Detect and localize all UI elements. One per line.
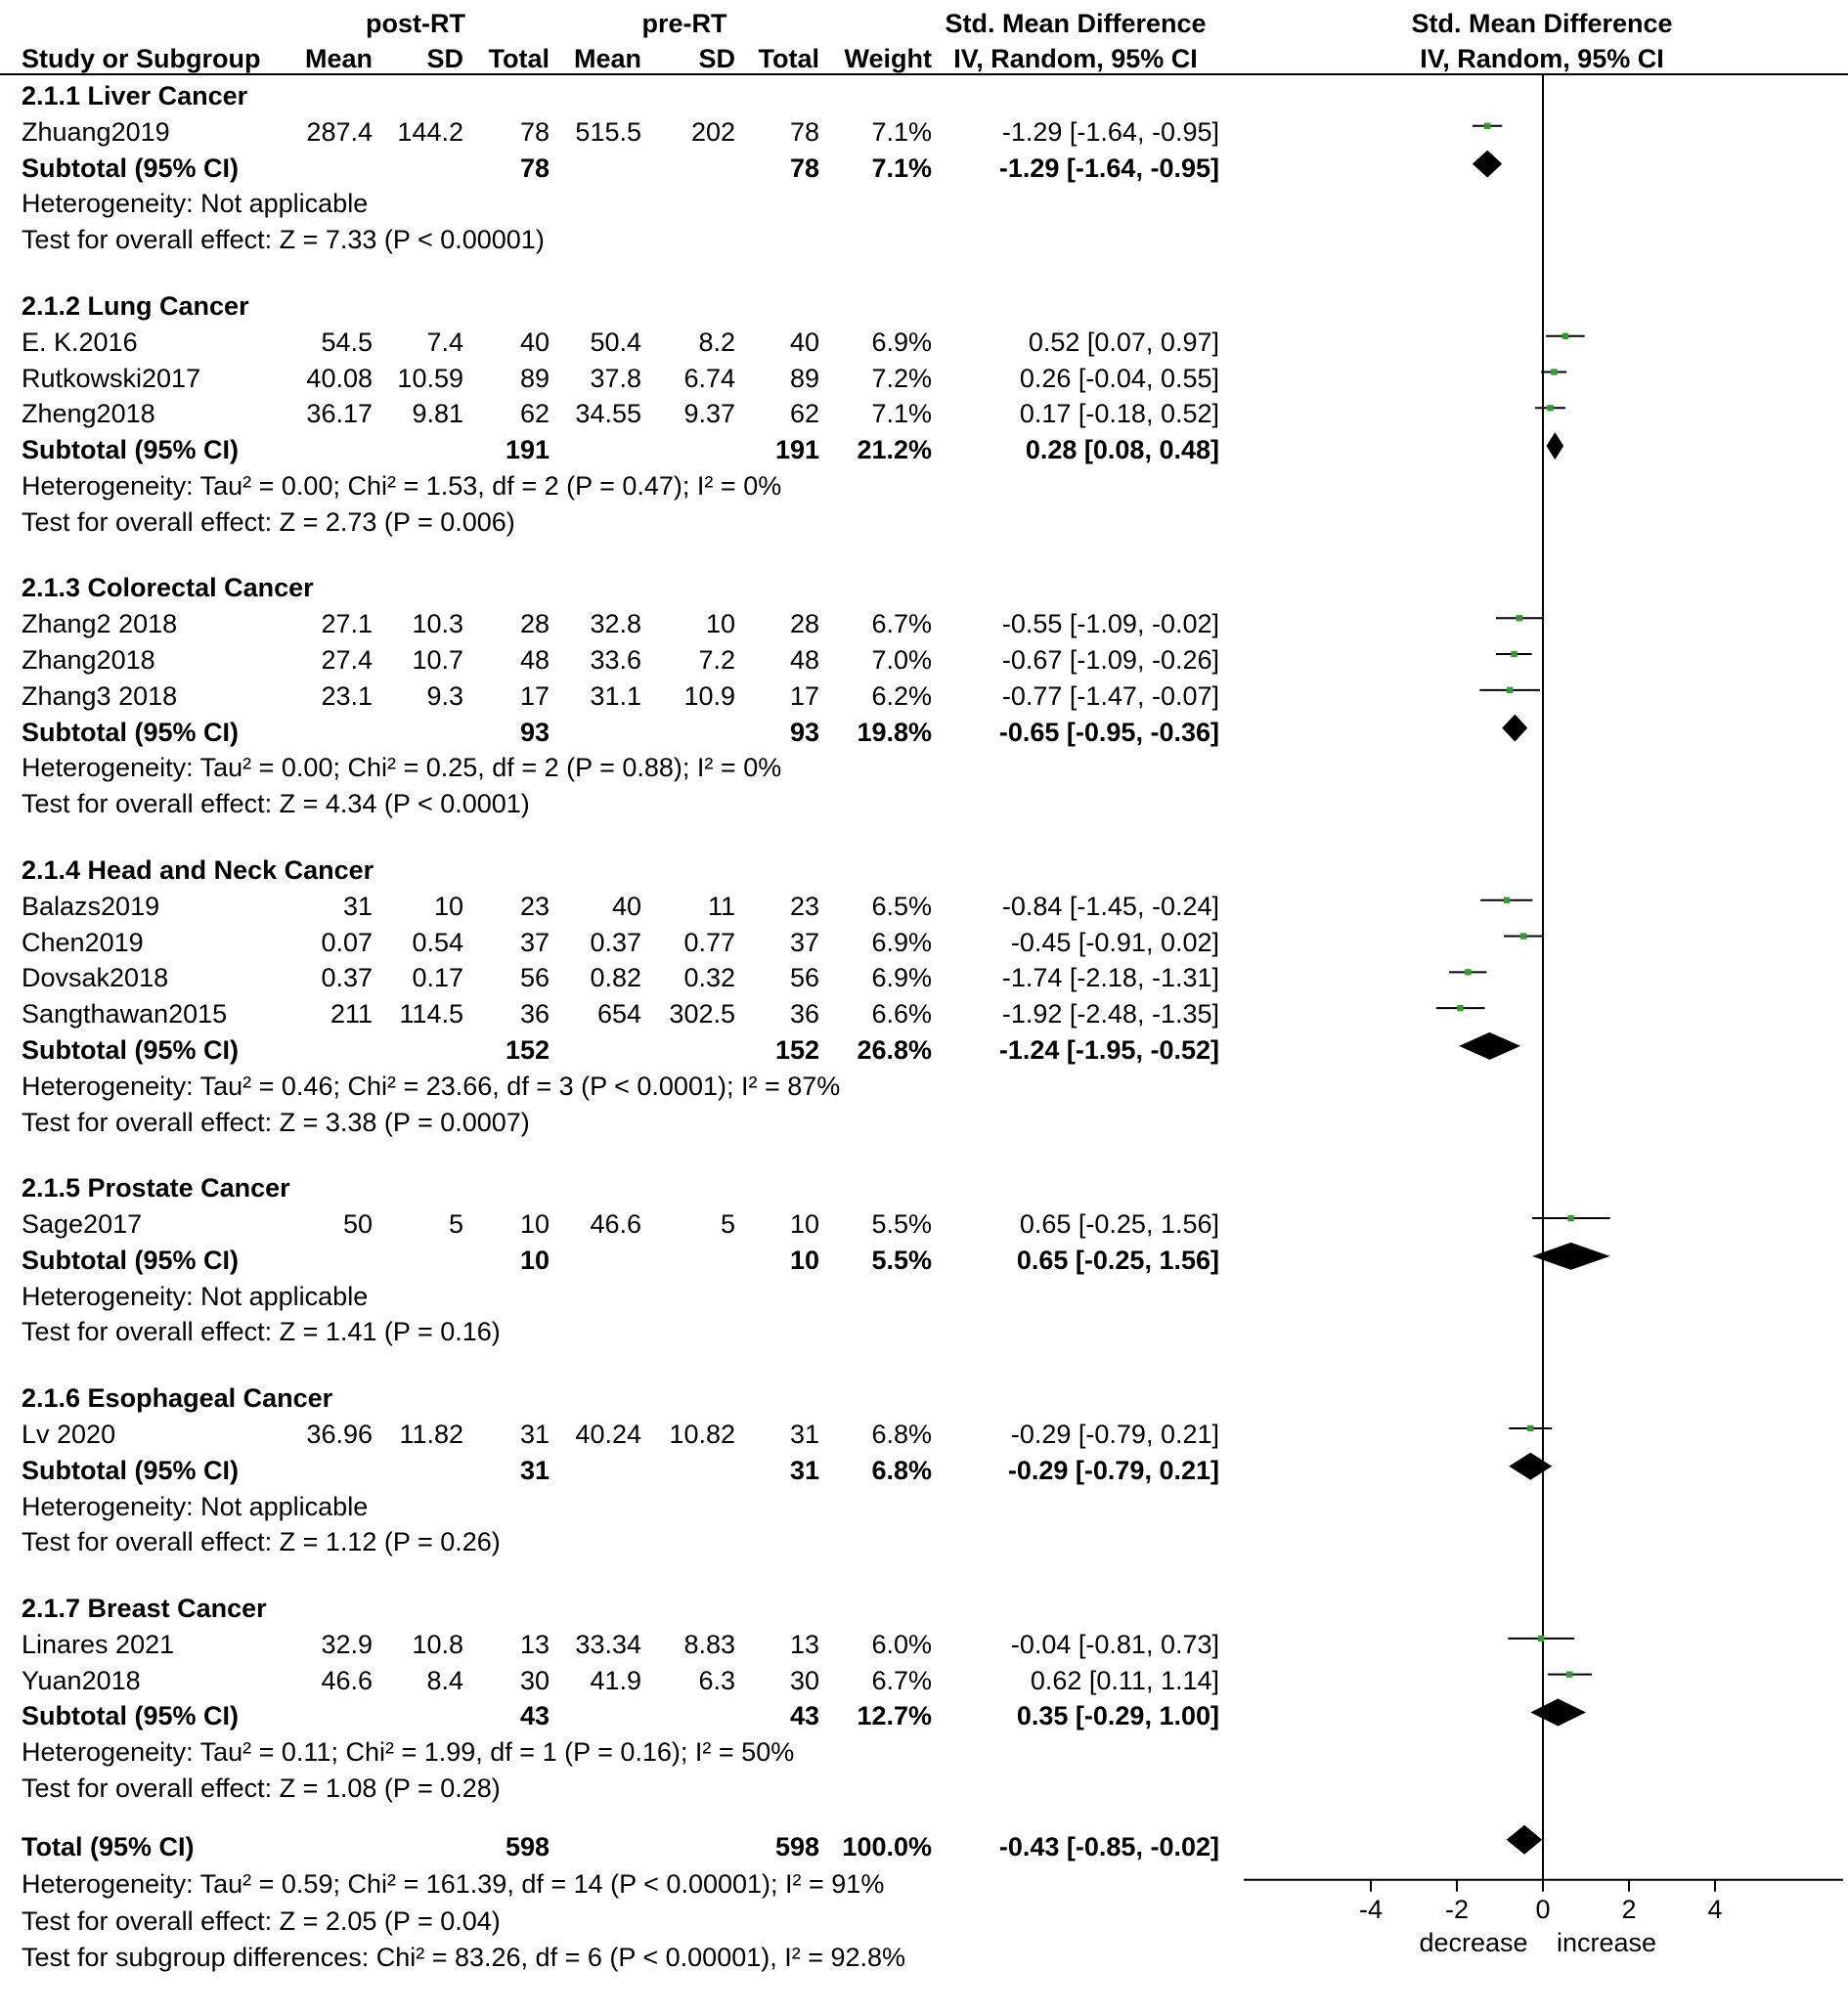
total-total2: 598: [774, 1831, 819, 1861]
subtotal-diamond: [1530, 1698, 1586, 1726]
subtotal-total1: 78: [519, 153, 550, 183]
study-sd2: 6.74: [683, 363, 735, 393]
study-mean1: 40.08: [306, 363, 373, 393]
x-tick-label: 0: [1535, 1894, 1551, 1924]
study-mean2: 33.34: [575, 1629, 641, 1659]
subtotal-ci: -1.29 [-1.64, -0.95]: [998, 153, 1219, 183]
subgroup-title: 2.1.3 Colorectal Cancer: [22, 573, 314, 603]
study-mean2: 40: [611, 891, 641, 921]
study-sd2: 10.82: [669, 1419, 735, 1449]
study-total1: 10: [519, 1209, 550, 1240]
group1-header: post-RT: [366, 9, 465, 38]
study-total2: 13: [789, 1629, 819, 1659]
study-mean2: 515.5: [575, 116, 641, 147]
x-tick-label: 2: [1621, 1894, 1637, 1924]
overall-effect-text: Test for overall effect: Z = 4.34 (P < 0.0001): [22, 789, 530, 819]
study-mean2: 50.4: [590, 327, 641, 357]
overall-effect-text: Test for overall effect: Z = 3.38 (P = 0.0007): [22, 1107, 530, 1137]
subtotal-weight: 12.7%: [857, 1701, 932, 1731]
col-mean1-header: Mean: [304, 44, 373, 73]
study-sd2: 6.3: [698, 1665, 735, 1695]
study-sd2: 10: [705, 609, 735, 639]
study-point: [1457, 1005, 1463, 1011]
study-mean2: 0.82: [590, 963, 641, 993]
study-ci: -1.29 [-1.64, -0.95]: [1001, 116, 1219, 147]
study-name: Linares 2021: [22, 1629, 175, 1659]
effect-method: IV, Random, 95% CI: [953, 44, 1198, 73]
subtotal-total2: 191: [774, 435, 819, 465]
study-mean1: 31: [342, 891, 373, 921]
study-point: [1507, 687, 1513, 693]
study-name: Balazs2019: [22, 891, 160, 921]
x-tick-label: -4: [1358, 1894, 1383, 1924]
study-ci: -0.84 [-1.45, -0.24]: [1001, 891, 1219, 921]
study-sd1: 7.4: [426, 327, 463, 357]
study-point: [1465, 969, 1471, 975]
study-ci: 0.52 [0.07, 0.97]: [1028, 327, 1219, 357]
study-mean1: 46.6: [321, 1665, 373, 1695]
heterogeneity-text: Heterogeneity: Tau² = 0.11; Chi² = 1.99, df = 1 (P = 0.16); I² = 50%: [22, 1737, 795, 1768]
subtotal-weight: 7.1%: [871, 153, 932, 183]
study-mean1: 27.1: [321, 609, 373, 639]
effect-title: Std. Mean Difference: [945, 9, 1207, 38]
x-tick-label: -2: [1444, 1894, 1469, 1924]
subgroup-title: 2.1.1 Liver Cancer: [22, 81, 248, 110]
subtotal-total1: 191: [505, 435, 550, 465]
study-sd2: 202: [690, 116, 735, 147]
subgroup-title: 2.1.6 Esophageal Cancer: [22, 1383, 333, 1414]
study-sd1: 10.59: [397, 363, 463, 393]
subtotal-total1: 10: [519, 1245, 550, 1275]
study-sd1: 5: [448, 1209, 463, 1240]
subgroup-title: 2.1.7 Breast Cancer: [22, 1594, 267, 1624]
study-total2: 17: [789, 680, 819, 711]
study-total1: 89: [519, 363, 550, 393]
study-sd1: 114.5: [399, 999, 463, 1029]
study-name: Zhuang2019: [22, 116, 170, 147]
study-total2: 30: [789, 1665, 819, 1695]
plot-title: Std. Mean Difference: [1411, 9, 1673, 38]
study-sd1: 9.81: [412, 399, 463, 429]
overall-effect-text: Test for overall effect: Z = 7.33 (P < 0.00001): [22, 225, 545, 255]
subtotal-diamond: [1502, 715, 1527, 742]
subgroup-differences: Test for subgroup differences: Chi² = 83.26, df = 6 (P < 0.00001), I² = 92.8%: [22, 1943, 906, 1973]
subtotal-diamond: [1473, 151, 1502, 178]
subtotal-total2: 10: [789, 1245, 819, 1275]
study-sd1: 10.3: [412, 609, 463, 639]
study-sd1: 144.2: [397, 116, 463, 147]
col-weight-header: Weight: [844, 44, 932, 73]
subtotal-label: Subtotal (95% CI): [22, 717, 240, 747]
study-point: [1538, 1636, 1544, 1642]
study-point: [1551, 369, 1557, 374]
study-point: [1484, 123, 1490, 129]
subtotal-total2: 43: [789, 1701, 819, 1731]
study-mean2: 33.6: [590, 645, 641, 676]
study-weight: 6.9%: [871, 963, 932, 993]
overall-effect-text: Test for overall effect: Z = 2.73 (P = 0.006): [22, 506, 515, 537]
study-sd1: 10.8: [412, 1629, 463, 1659]
subtotal-ci: 0.28 [0.08, 0.48]: [1025, 435, 1219, 465]
subgroup-title: 2.1.5 Prostate Cancer: [22, 1173, 290, 1204]
study-sd2: 8.83: [683, 1629, 735, 1659]
study-point: [1562, 333, 1568, 339]
col-total1-header: Total: [488, 44, 550, 73]
study-name: Dovsak2018: [22, 963, 169, 993]
subtotal-total2: 152: [774, 1034, 819, 1065]
subgroup-title: 2.1.4 Head and Neck Cancer: [22, 854, 374, 885]
subtotal-weight: 21.2%: [857, 435, 932, 465]
study-sd2: 0.32: [683, 963, 735, 993]
study-ci: 0.62 [0.11, 1.14]: [1030, 1665, 1219, 1695]
study-sd2: 11: [707, 891, 735, 921]
study-mean2: 0.37: [590, 927, 641, 957]
subtotal-label: Subtotal (95% CI): [22, 1245, 240, 1275]
study-point: [1527, 1425, 1533, 1431]
study-mean1: 36.96: [306, 1419, 373, 1449]
col-mean2-header: Mean: [573, 44, 641, 73]
study-sd2: 5: [720, 1209, 735, 1240]
study-total1: 31: [519, 1419, 550, 1449]
subtotal-weight: 5.5%: [871, 1245, 932, 1275]
study-ci: -0.55 [-1.09, -0.02]: [1001, 609, 1219, 639]
study-sd1: 0.54: [412, 927, 463, 957]
study-sd2: 7.2: [698, 645, 735, 676]
subtotal-total1: 43: [519, 1701, 550, 1731]
study-mean2: 40.24: [575, 1419, 641, 1449]
study-mean2: 37.8: [590, 363, 641, 393]
subtotal-total2: 93: [789, 717, 819, 747]
heterogeneity-text: Heterogeneity: Not applicable: [22, 1281, 369, 1311]
study-total2: 48: [789, 645, 819, 676]
subtotal-total1: 152: [505, 1034, 550, 1065]
study-name: Chen2019: [22, 927, 144, 957]
increase-label: increase: [1556, 1927, 1657, 1957]
study-ci: -1.74 [-2.18, -1.31]: [1001, 963, 1219, 993]
study-sd2: 8.2: [698, 327, 735, 357]
study-total2: 37: [789, 927, 819, 957]
overall-effect-text: Test for overall effect: Z = 1.41 (P = 0.16): [22, 1317, 501, 1347]
plot-method: IV, Random, 95% CI: [1420, 44, 1664, 73]
study-name: E. K.2016: [22, 327, 138, 357]
subtotal-label: Subtotal (95% CI): [22, 1455, 240, 1485]
heterogeneity-text: Heterogeneity: Not applicable: [22, 189, 369, 219]
total-ci: -0.43 [-0.85, -0.02]: [998, 1831, 1219, 1861]
study-mean1: 211: [330, 999, 373, 1029]
subtotal-weight: 19.8%: [857, 717, 932, 747]
study-sd1: 10: [433, 891, 463, 921]
subtotal-diamond: [1459, 1032, 1520, 1060]
x-tick-label: 4: [1707, 1894, 1723, 1924]
study-point: [1567, 1215, 1573, 1221]
study-sd1: 8.4: [426, 1665, 463, 1695]
overall-effect-text: Test for overall effect: Z = 1.08 (P = 0.28): [22, 1773, 501, 1804]
study-point: [1547, 405, 1553, 411]
study-mean1: 27.4: [321, 645, 373, 676]
subgroup-title: 2.1.2 Lung Cancer: [22, 290, 249, 321]
overall-diamond: [1507, 1825, 1543, 1855]
study-total1: 62: [519, 399, 550, 429]
study-total2: 78: [789, 116, 819, 147]
total-weight: 100.0%: [842, 1831, 932, 1861]
study-total1: 78: [519, 116, 550, 147]
subtotal-total2: 78: [789, 153, 819, 183]
study-mean2: 41.9: [590, 1665, 641, 1695]
study-mean1: 23.1: [321, 680, 373, 711]
study-mean1: 54.5: [321, 327, 373, 357]
study-weight: 6.9%: [871, 927, 932, 957]
study-mean1: 0.37: [321, 963, 373, 993]
study-ci: 0.26 [-0.04, 0.55]: [1019, 363, 1219, 393]
study-total1: 48: [519, 645, 550, 676]
total-total1: 598: [505, 1831, 550, 1861]
subtotal-weight: 26.8%: [857, 1034, 932, 1065]
study-point: [1511, 651, 1517, 657]
study-weight: 7.2%: [871, 363, 932, 393]
study-name: Sangthawan2015: [22, 999, 228, 1029]
study-ci: 0.17 [-0.18, 0.52]: [1019, 399, 1219, 429]
heterogeneity-text: Heterogeneity: Tau² = 0.46; Chi² = 23.66, df = 3 (P < 0.0001); I² = 87%: [22, 1071, 841, 1101]
study-sd2: 0.77: [683, 927, 735, 957]
study-name: Yuan2018: [22, 1665, 141, 1695]
subtotal-label: Subtotal (95% CI): [22, 153, 240, 183]
subtotal-total1: 31: [519, 1455, 550, 1485]
study-total1: 37: [519, 927, 550, 957]
study-sd1: 9.3: [426, 680, 463, 711]
study-sd2: 302.5: [669, 999, 735, 1029]
decrease-label: decrease: [1419, 1927, 1528, 1957]
subtotal-total1: 93: [519, 717, 550, 747]
subtotal-label: Subtotal (95% CI): [22, 1034, 240, 1065]
subtotal-ci: -1.24 [-1.95, -0.52]: [998, 1034, 1219, 1065]
study-total2: 36: [789, 999, 819, 1029]
study-total2: 62: [789, 399, 819, 429]
study-total2: 40: [789, 327, 819, 357]
study-weight: 6.6%: [871, 999, 932, 1029]
study-mean1: 32.9: [321, 1629, 373, 1659]
study-mean2: 32.8: [590, 609, 641, 639]
study-weight: 7.0%: [871, 645, 932, 676]
study-mean1: 287.4: [306, 116, 373, 147]
subtotal-diamond: [1509, 1453, 1552, 1480]
study-total1: 23: [519, 891, 550, 921]
subtotal-total2: 31: [789, 1455, 819, 1485]
study-name: Lv 2020: [22, 1419, 116, 1449]
study-name: Zhang2018: [22, 645, 155, 676]
study-ci: 0.65 [-0.25, 1.56]: [1019, 1209, 1219, 1240]
subtotal-ci: 0.35 [-0.29, 1.00]: [1016, 1701, 1219, 1731]
study-weight: 7.1%: [871, 116, 932, 147]
subtotal-label: Subtotal (95% CI): [22, 1701, 240, 1731]
total-overall-effect: Test for overall effect: Z = 2.05 (P = 0.04): [22, 1905, 501, 1936]
study-ci: -0.45 [-0.91, 0.02]: [1010, 927, 1219, 957]
study-total2: 56: [789, 963, 819, 993]
subtotal-diamond: [1547, 432, 1564, 460]
total-heterogeneity: Heterogeneity: Tau² = 0.59; Chi² = 161.39, df = 14 (P < 0.00001); I² = 91%: [22, 1868, 885, 1899]
study-weight: 6.7%: [871, 609, 932, 639]
study-point: [1520, 933, 1526, 939]
study-sd2: 10.9: [683, 680, 735, 711]
study-mean1: 0.07: [321, 927, 373, 957]
study-weight: 6.7%: [871, 1665, 932, 1695]
study-ci: -0.29 [-0.79, 0.21]: [1010, 1419, 1219, 1449]
study-sd2: 9.37: [683, 399, 735, 429]
subtotal-label: Subtotal (95% CI): [22, 435, 240, 465]
col-study-header: Study or Subgroup: [22, 44, 261, 73]
col-total2-header: Total: [758, 44, 819, 73]
study-weight: 6.8%: [871, 1419, 932, 1449]
study-total2: 89: [789, 363, 819, 393]
study-mean2: 654: [596, 999, 641, 1029]
study-mean2: 46.6: [590, 1209, 641, 1240]
overall-effect-text: Test for overall effect: Z = 1.12 (P = 0.26): [22, 1527, 501, 1557]
col-sd2-header: SD: [698, 44, 735, 73]
study-ci: -0.77 [-1.47, -0.07]: [1001, 680, 1219, 711]
heterogeneity-text: Heterogeneity: Not applicable: [22, 1491, 369, 1521]
study-ci: -1.92 [-2.48, -1.35]: [1001, 999, 1219, 1029]
study-name: Zheng2018: [22, 399, 155, 429]
study-weight: 6.9%: [871, 327, 932, 357]
study-ci: -0.67 [-1.09, -0.26]: [1001, 645, 1219, 676]
study-point: [1566, 1671, 1572, 1677]
col-sd1-header: SD: [426, 44, 463, 73]
subtotal-ci: 0.65 [-0.25, 1.56]: [1016, 1245, 1219, 1275]
study-mean1: 50: [342, 1209, 373, 1240]
study-weight: 6.5%: [871, 891, 932, 921]
study-total2: 23: [789, 891, 819, 921]
study-name: Sage2017: [22, 1209, 143, 1240]
study-weight: 5.5%: [871, 1209, 932, 1240]
subtotal-ci: -0.65 [-0.95, -0.36]: [998, 717, 1219, 747]
study-sd1: 0.17: [412, 963, 463, 993]
total-label: Total (95% CI): [22, 1831, 195, 1861]
study-sd1: 11.82: [399, 1419, 463, 1449]
subtotal-ci: -0.29 [-0.79, 0.21]: [1007, 1455, 1219, 1485]
study-name: Rutkowski2017: [22, 363, 201, 393]
study-point: [1504, 898, 1510, 903]
study-mean2: 31.1: [590, 680, 641, 711]
study-point: [1517, 615, 1522, 621]
study-weight: 6.0%: [871, 1629, 932, 1659]
study-sd1: 10.7: [412, 645, 463, 676]
study-total1: 56: [519, 963, 550, 993]
study-total1: 28: [519, 609, 550, 639]
study-total1: 40: [519, 327, 550, 357]
study-mean2: 34.55: [575, 399, 641, 429]
study-total2: 31: [789, 1419, 819, 1449]
study-weight: 6.2%: [871, 680, 932, 711]
study-total1: 30: [519, 1665, 550, 1695]
heterogeneity-text: Heterogeneity: Tau² = 0.00; Chi² = 0.25, df = 2 (P = 0.88); I² = 0%: [22, 753, 782, 783]
study-total1: 17: [519, 680, 550, 711]
study-ci: -0.04 [-0.81, 0.73]: [1010, 1629, 1219, 1659]
heterogeneity-text: Heterogeneity: Tau² = 0.00; Chi² = 1.53, df = 2 (P = 0.47); I² = 0%: [22, 470, 782, 501]
study-name: Zhang3 2018: [22, 680, 178, 711]
study-total1: 36: [519, 999, 550, 1029]
subtotal-weight: 6.8%: [871, 1455, 932, 1485]
study-total2: 10: [789, 1209, 819, 1240]
group2-header: pre-RT: [641, 9, 727, 38]
study-name: Zhang2 2018: [22, 609, 178, 639]
study-mean1: 36.17: [306, 399, 373, 429]
study-weight: 7.1%: [871, 399, 932, 429]
study-total2: 28: [789, 609, 819, 639]
study-total1: 13: [519, 1629, 550, 1659]
